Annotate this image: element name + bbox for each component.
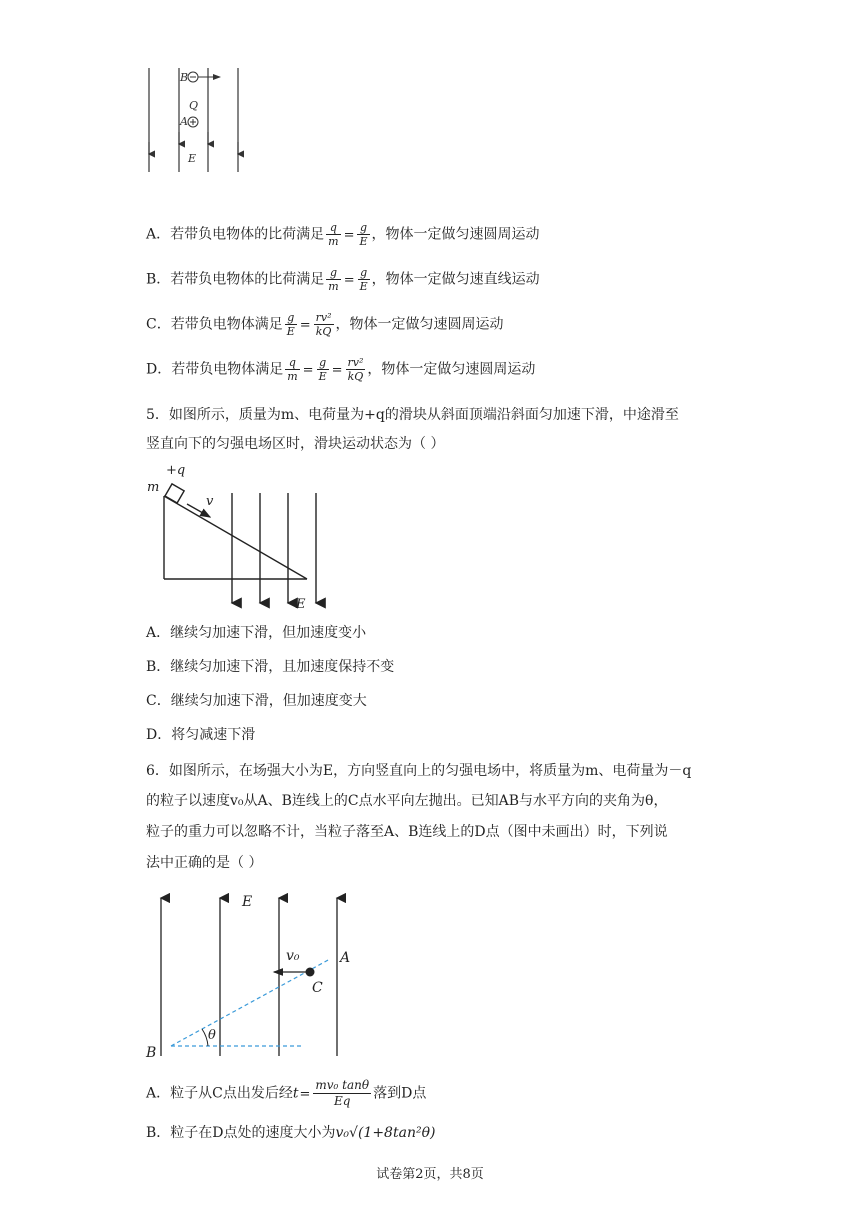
label-e: E bbox=[296, 597, 306, 612]
label-v0: v₀ bbox=[286, 948, 300, 964]
q4-option-a: A．若带负电物体的比荷满足 $\frac{q}{m}$ = $\frac{g}{E}$ ，物体一定做匀速圆周运动 bbox=[146, 221, 540, 248]
figure-upward-field bbox=[140, 888, 370, 1064]
page-footer: 试卷第2页，共8页 bbox=[376, 1167, 484, 1182]
label-a: A bbox=[340, 950, 351, 966]
q4-option-b: B．若带负电物体的比荷满足 $\frac{g}{m}$ = $\frac{g}{E}$ ，物体一定做匀速直线运动 bbox=[146, 266, 540, 293]
label-v: v bbox=[206, 494, 214, 509]
label-c: C bbox=[312, 980, 323, 996]
q5-option-b: B．继续匀加速下滑，且加速度保持不变 bbox=[146, 659, 395, 675]
point-c bbox=[306, 968, 315, 977]
label-m: m bbox=[147, 480, 160, 495]
label-q: Q bbox=[189, 99, 199, 112]
slider-block bbox=[165, 484, 184, 503]
q5-stem-line1: 5．如图所示，质量为m、电荷量为+q的滑块从斜面顶端沿斜面匀加速下滑，中途滑至 bbox=[146, 407, 679, 423]
q6-stem-line4: 法中正确的是（ ） bbox=[146, 855, 263, 871]
q5-option-c: C．继续匀加速下滑，但加速度变大 bbox=[146, 693, 367, 709]
field-lines-down bbox=[232, 493, 316, 603]
q6-stem-line1: 6．如图所示，在场强大小为E，方向竖直向上的匀强电场中，将质量为m、电荷量为－q bbox=[146, 763, 692, 779]
figure-charges-in-field bbox=[140, 62, 250, 178]
q6-stem-line2: 的粒子以速度v₀从A、B连线上的C点水平向左抛出。已知AB与水平方向的夹角为θ， bbox=[146, 793, 668, 809]
q6-option-b: B．粒子在D点处的速度大小为v₀√(1+8tan²θ) bbox=[146, 1125, 436, 1141]
label-e: E bbox=[188, 152, 197, 165]
label-e: E bbox=[242, 894, 253, 910]
incline bbox=[164, 496, 307, 579]
q5-stem-line2: 竖直向下的匀强电场区时，滑块运动状态为（ ） bbox=[146, 436, 445, 452]
q4-option-d: D．若带负电物体满足 $\frac{q}{m}$ = $\frac{g}{E}$ = $\frac{\text{rv²}}{kQ}$ ，物体一定做匀速圆周运动 bbox=[146, 356, 536, 383]
field-lines-up bbox=[161, 898, 337, 1056]
q6-option-a: A．粒子从C点出发后经t= $\frac{\text{mv₀ tanθ}}{Eq}$ 落到D点 bbox=[146, 1078, 427, 1108]
q6-stem-line3: 粒子的重力可以忽略不计，当粒子落至A、B连线上的D点（图中未画出）时，下列说 bbox=[146, 824, 668, 840]
label-b: B bbox=[180, 71, 189, 84]
q4-option-c: C．若带负电物体满足 $\frac{g}{E}$ = $\frac{\text{rv²}}{kQ}$ ，物体一定做匀速圆周运动 bbox=[146, 311, 504, 338]
label-theta: θ bbox=[208, 1028, 216, 1043]
label-b: B bbox=[146, 1045, 157, 1061]
q5-option-d: D．将匀减速下滑 bbox=[146, 727, 256, 743]
label-plus-q: +q bbox=[166, 463, 186, 478]
q5-option-a: A．继续匀加速下滑，但加速度变小 bbox=[146, 625, 367, 641]
figure-incline-field bbox=[140, 460, 340, 612]
label-a: A bbox=[180, 115, 188, 128]
